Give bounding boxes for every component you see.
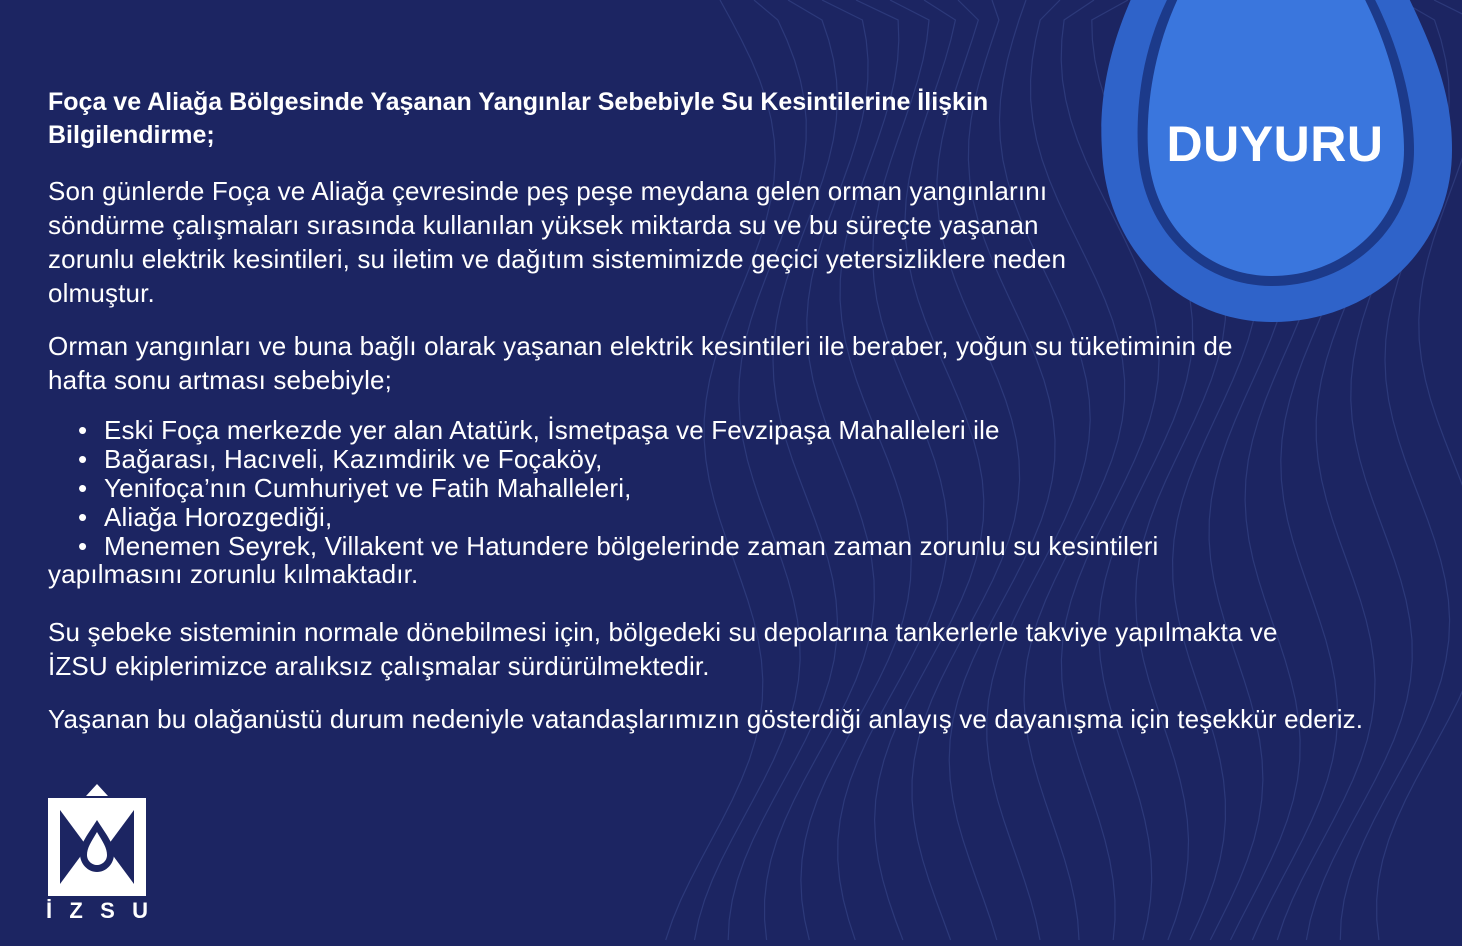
duyuru-badge: DUYURU [1166,116,1384,172]
list-item: • Bağarası, Hacıveli, Kazımdirik ve Foçaköy, [78,444,603,474]
bullet-tail: yapılmasını zorunlu kılmaktadır. [48,559,419,589]
affected-areas-list [48,416,1378,561]
announcement-heading: Foça ve Aliağa Bölgesinde Yaşanan Yangınlar Sebebiyle Su Kesintilerine İlişkin Bilgilendirme; [48,88,989,149]
paragraph-1: Son günlerde Foça ve Aliağa çevresinde peş peşe meydana gelen orman yangınlarını söndürme çalışmaları sırasında kullanılan yüksek miktarda su ve bu süreçte yaşanan zorunlu elektrik kesintileri, su iletim ve dağıtım sistemimizde geçici yetersizliklere neden olmuştur. [48,176,1067,308]
list-item: • Aliağa Horozgediği, [78,502,333,532]
paragraph-3: Su şebeke sisteminin normale dönebilmesi için, bölgedeki su depolarına tankerlerle takviye yapılmakta ve İZSU ekiplerimizce aralıksız çalışmalar sürdürülmektedir. [48,617,1278,681]
paragraph-2: Orman yangınları ve buna bağlı olarak yaşanan elektrik kesintileri ile beraber, yoğun su tüketiminin de hafta sonu artması sebebiyle; [48,331,1233,395]
list-item: • Eski Foça merkezde yer alan Atatürk, İsmetpaşa ve Fevzipaşa Mahalleleri ile [78,415,1000,445]
paragraph-4: Yaşanan bu olağanüstü durum nedeniyle vatandaşlarımızın gösterdiği anlayış ve dayanışma için teşekkür ederiz. [48,704,1364,734]
list-item: • Menemen Seyrek, Villakent ve Hatundere bölgelerinde zaman zaman zorunlu su kesintileri [78,531,1159,561]
izsu-logo-text: İ Z S U [46,898,148,923]
announcement-body [48,86,1378,755]
list-item: • Yenifoça’nın Cumhuriyet ve Fatih Mahalleleri, [78,473,632,503]
